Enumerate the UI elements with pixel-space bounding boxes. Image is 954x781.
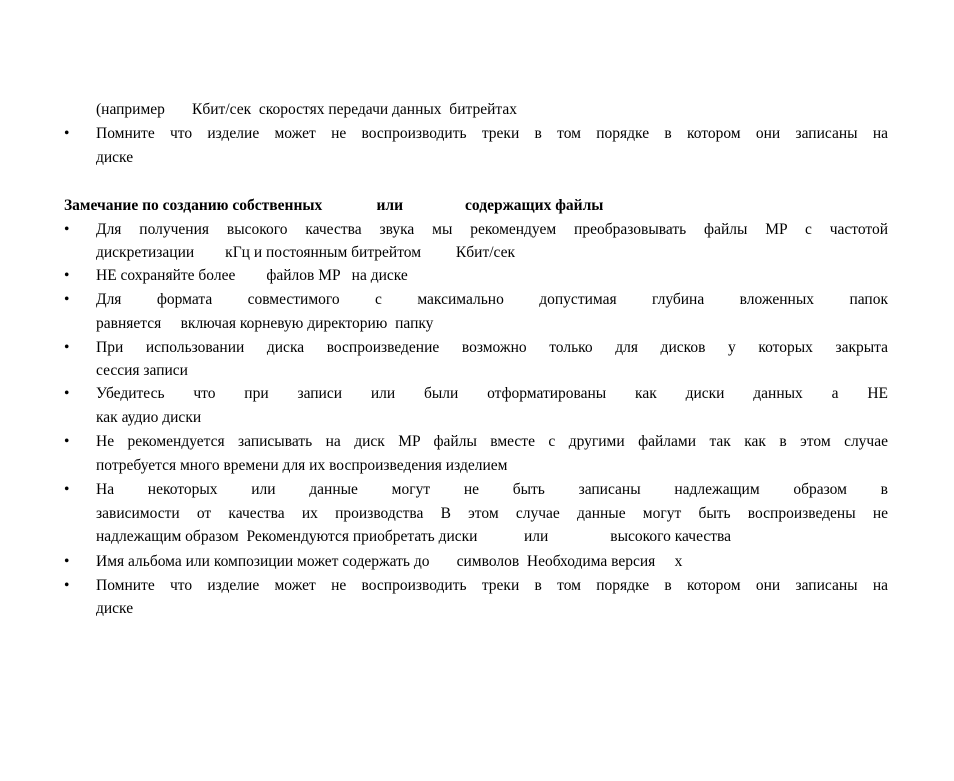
bullet-icon: •	[64, 339, 70, 356]
list-item-text: Имя альбома или композиции может содержать до символов Необходима версия x	[96, 553, 683, 570]
list-item-text: Для формата совместимого с максимально допустимая глубина вложенных папок	[96, 291, 888, 308]
list-item-text: Не рекомендуется записывать на диск MP файлы вместе с другими файлами так как в этом случае	[96, 433, 888, 450]
list-item-text: дискретизации кГц и постоянным битрейтом Кбит/сек	[96, 244, 516, 261]
list-item-text: как аудио диски	[96, 409, 202, 426]
bullet-icon: •	[64, 577, 70, 594]
list-item-text: зависимости от качества их производства В этом случае данные могут быть воспроизведены не	[96, 505, 888, 522]
list-item-text: Помните что изделие может не воспроизводить треки в том порядке в котором они записаны на	[96, 577, 888, 594]
bullet-icon: •	[64, 291, 70, 308]
bullet-icon: •	[64, 553, 70, 570]
list-item-text: надлежащим образом Рекомендуются приобретать диски или высокого качества	[96, 528, 732, 545]
bullet-icon: •	[64, 221, 70, 238]
list-item-text: На некоторых или данные могут не быть записаны надлежащим образом в	[96, 481, 888, 498]
intro-line: (например Кбит/сек скоростях передачи данных битрейтах	[96, 101, 517, 118]
list-item-text: Помните что изделие может не воспроизводить треки в том порядке в котором они записаны на	[96, 125, 888, 142]
list-item-text: Убедитесь что при записи или были отформатированы как диски данных а НЕ	[96, 385, 888, 402]
list-item-text: потребуется много времени для их воспроизведения изделием	[96, 457, 508, 474]
bullet-icon: •	[64, 125, 70, 142]
list-item-text: диске	[96, 149, 134, 166]
list-item-text: Для получения высокого качества звука мы рекомендуем преобразовывать файлы MP с частотой	[96, 221, 888, 238]
list-item-text: диске	[96, 600, 134, 617]
bullet-icon: •	[64, 433, 70, 450]
bullet-icon: •	[64, 481, 70, 498]
bullet-icon: •	[64, 385, 70, 402]
section-heading: Замечание по созданию собственных или содержащих файлы	[64, 197, 604, 214]
list-item-text: НЕ сохраняйте более файлов MP на диске	[96, 267, 408, 284]
bullet-icon: •	[64, 267, 70, 284]
list-item-text: сессия записи	[96, 362, 188, 379]
list-item-text: При использовании диска воспроизведение возможно только для дисков у которых закрыта	[96, 339, 888, 356]
list-item-text: равняется включая корневую директорию папку	[96, 315, 434, 332]
